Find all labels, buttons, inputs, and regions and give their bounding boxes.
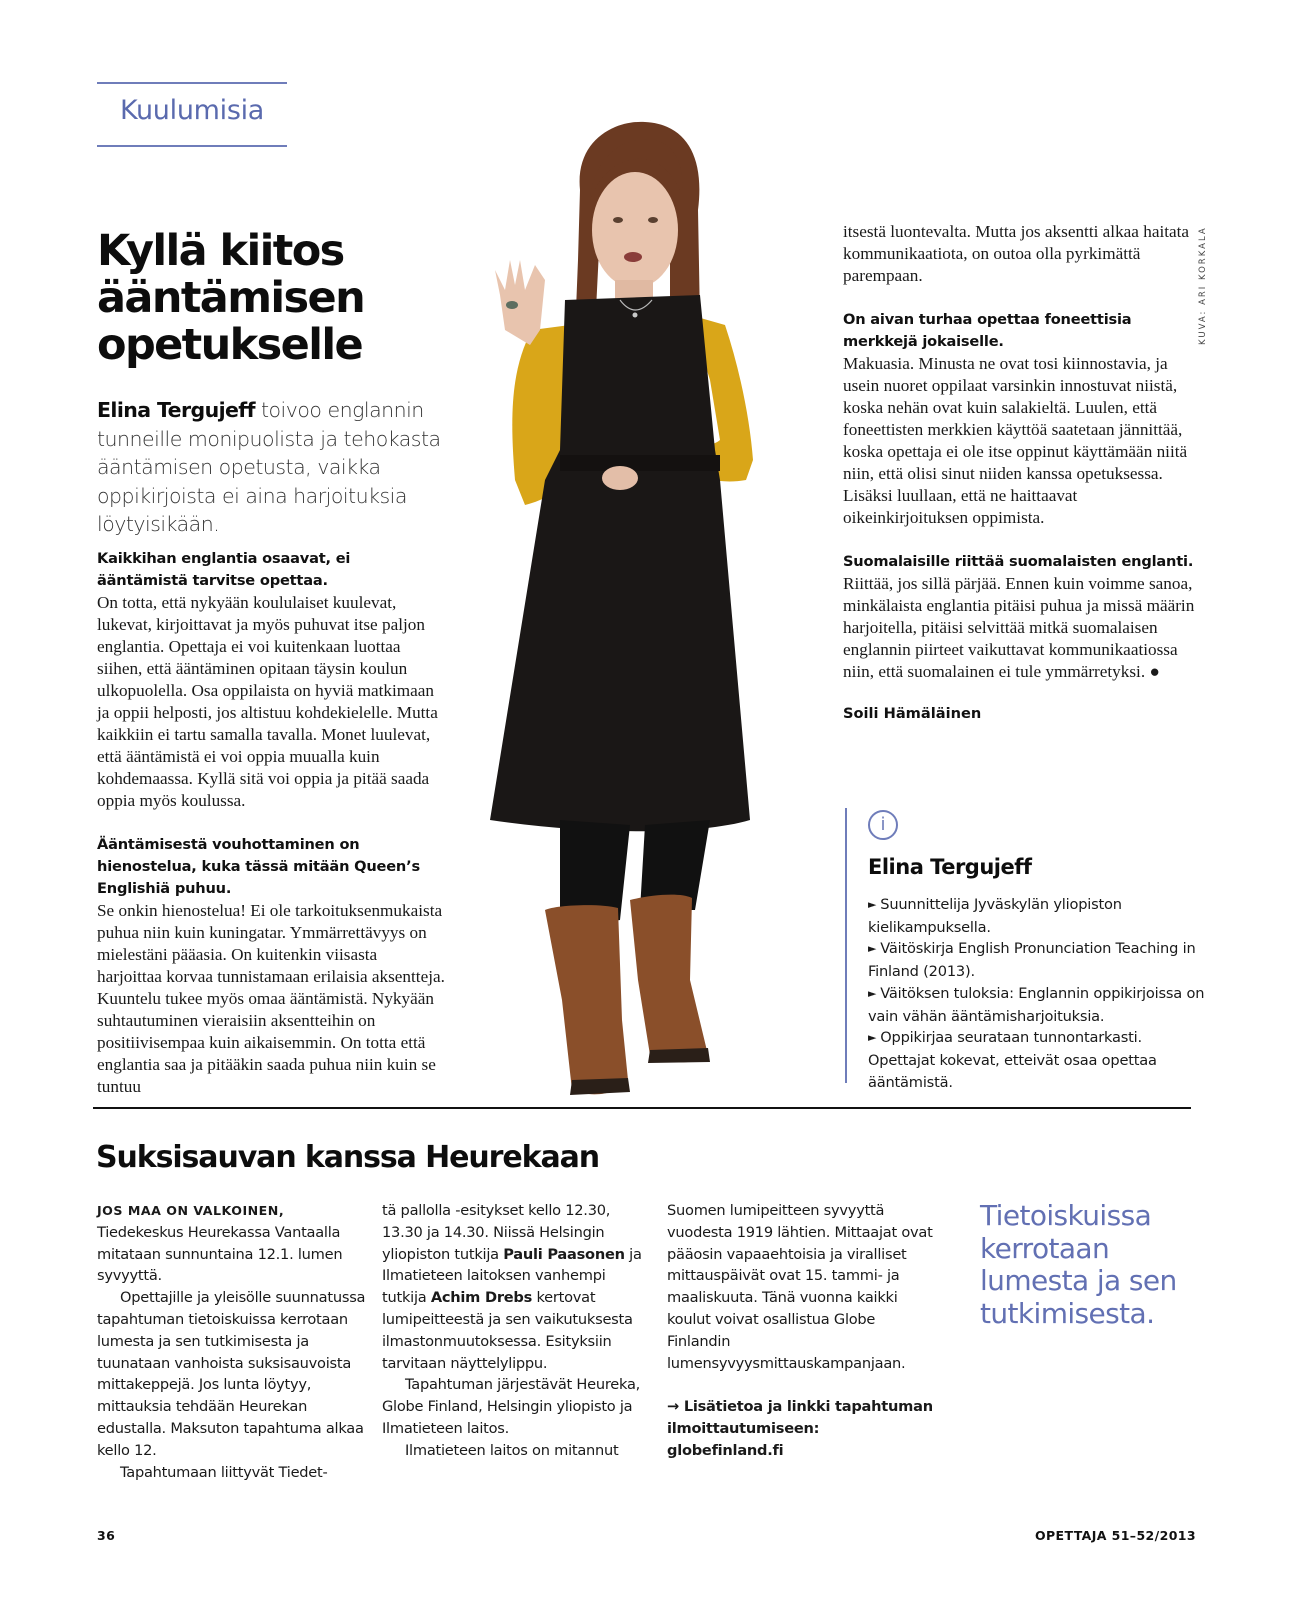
bullet-triangle-icon: ► xyxy=(868,942,877,956)
news-paragraph: Suomen lumipeitteen syvyyttä vuodesta 1919 lähtien. Mittaajat ovat pääosin vapaaehtoisia ja viralliset mittauspäivät ovat 15. tammi- ja maaliskuuta. Tänä vuonna kaikki koulut voivat osallistua Globe Finlandin lumensyvyysmittauskampanjaan. xyxy=(667,1202,933,1372)
section-label: Kuulumisia xyxy=(119,95,265,126)
interview-question: Ääntämisestä vouhottaminen on hienostelua, kuka tässä mitään Queen’s Englishiä puhuu. xyxy=(97,836,420,897)
news-paragraph: Tapahtuman järjestävät Heureka, Globe Finland, Helsingin yliopisto ja Ilmatieteen laitos. xyxy=(382,1376,641,1437)
section-rule-top xyxy=(97,82,287,84)
lead-text: toivoo englannin tunneille monipuolista ja tehokasta ääntämisen opetusta, vaikka oppikirjoista ei aina harjoituksia löytyisikään. xyxy=(97,398,441,536)
article-column-right xyxy=(843,221,1198,722)
interview-answer-continuation: itsestä luontevalta. Mutta jos aksentti alkaa haitata kommunikaatiota, on outoa olla pyrkimättä parempaan. xyxy=(843,222,1190,285)
bullet-triangle-icon: ► xyxy=(868,1031,877,1045)
article-author: Soili Hämäläinen xyxy=(843,705,982,722)
bullet-triangle-icon: ► xyxy=(868,898,877,911)
article-column-left xyxy=(97,548,445,1098)
infobox-item: ► Väitöskirja English Pronunciation Teaching in Finland (2013). xyxy=(868,940,1196,981)
page-number: 36 xyxy=(97,1528,116,1543)
infobox-item: ► Suunnittelija Jyväskylän yliopiston kielikampuksella. xyxy=(868,896,1122,936)
photo-credit xyxy=(1198,225,1212,345)
arrow-right-icon: → xyxy=(667,1398,679,1416)
news-paragraph: tä pallolla -esitykset kello 12.30, 13.30 ja 14.30. Niissä Helsingin yliopiston tutkija Pauli Paasonen ja Ilmatieteen laitoksen vanhempi tutkija Achim Drebs kertovat lumipeitteestä ja sen vaikutuksesta ilmastonmuutoksessa. Esityksiin tarvitaan näyttelylippu. xyxy=(382,1202,642,1372)
face xyxy=(592,172,678,288)
headline-line: ääntämisen xyxy=(97,273,365,323)
infobox-list xyxy=(868,894,1208,1093)
left-boot xyxy=(545,905,628,1094)
more-info: → Lisätietoa ja linkki tapahtuman ilmoittautumiseen: globefinland.fi xyxy=(667,1398,933,1459)
news-kicker: JOS MAA ON VALKOINEN, xyxy=(97,1203,285,1218)
lead-name: Elina Tergujeff xyxy=(97,398,255,422)
infobox-item: ► Oppikirjaa seurataan tunnontarkasti. Opettajat kokevat, etteivät osaa opettaa ääntämistä. xyxy=(868,1029,1157,1091)
answer-text: Riittää, jos sillä pärjää. Ennen kuin voimme sanoa, minkälaista englantia pitäisi puhua ja missä määrin harjoitella, pitäisi selvittää mitkä suomalaisen englannin piirteet vaikuttavat kommunikaatiossa niin, että suomalainen ei tule ymmärretyksi. xyxy=(843,574,1195,681)
mouth xyxy=(624,252,642,262)
interview-question: On aivan turhaa opettaa foneettisia merkkejä jokaiselle. xyxy=(843,311,1132,350)
interview-answer: Makuasia. Minusta ne ovat tosi kiinnostavia, ja usein nuoret oppilaat varsinkin innostuvat niistä, koska nehän ovat kuin salakieltä. Luulen, että foneettisten merkkien käyttöä saatetaan jännittää, koska opettaja ei ole itse oppinut käyttämään niitä niin, että olisi sinut niiden kanssa opetuksessa. Lisäksi luullaan, että ne haittaavat oikeinkirjoituksen oppimista. xyxy=(843,354,1188,527)
info-icon: i xyxy=(868,810,898,840)
infobox-accent-bar xyxy=(845,808,847,1083)
section-rule-bottom xyxy=(97,145,287,147)
interview-question: Suomalaisille riittää suomalaisten englanti. xyxy=(843,553,1194,570)
interview-question: Kaikkihan englantia osaavat, ei ääntämistä tarvitse opettaa. xyxy=(97,550,351,589)
pull-quote: Tietoiskuissa kerrotaan lumesta ja sen tutkimisesta. xyxy=(980,1199,1177,1330)
news-column-2 xyxy=(382,1200,652,1462)
article-headline xyxy=(97,228,477,369)
interview-answer: Se onkin hienostelua! Ei ole tarkoituksenmukaista puhua niin kuin kuningatar. Ymmärrettävyys on mielestäni pääasia. On kuitenkin viisasta harjoittaa korvaa tunnistamaan erilaisia aksentteja. Kuuntelu tukee myös omaa ääntämistä. Nykyään suhtautuminen vieraisiin aksentteihin on positiivisempaa kuin aikaisemmin. On totta että englantia saa ja pitääkin saada puhua niin kuin se tuntuu xyxy=(97,901,445,1096)
news-paragraph: Opettajille ja yleisölle suunnatussa tapahtuman tietoiskuissa kerrotaan lumesta ja sen tutkimisesta ja tuunataan vanhoista suksisauvoista mittakeppejä. Jos lunta löytyy, mittauksia tehdään Heurekan edustalla. Maksuton tapahtuma alkaa kello 12. xyxy=(97,1289,366,1459)
photo-credit-text: KUVA: ARI KORKALA xyxy=(1198,226,1208,345)
section-divider xyxy=(93,1107,1191,1109)
news-paragraph: JOS MAA ON VALKOINEN, Tiedekeskus Heurekassa Vantaalla mitataan sunnuntaina 12.1. lumen syvyyttä. xyxy=(97,1203,343,1285)
publication-issue: OPETTAJA 51–52/2013 xyxy=(1034,1528,1196,1543)
interview-answer xyxy=(843,573,1198,683)
news-column-1 xyxy=(97,1200,367,1483)
waist-hand xyxy=(602,466,638,490)
news-paragraph: Tapahtumaan liittyvät Tiedet- xyxy=(120,1463,328,1481)
news-column-3 xyxy=(667,1200,937,1462)
bullet-triangle-icon: ► xyxy=(868,986,877,1000)
raised-hand xyxy=(495,260,545,345)
interview-answer: On totta, että nykyään koululaiset kuulevat, lukevat, kirjoittavat ja myös puhuvat itse paljon englantia. Opettaja ei voi kuitenkaan luottaa siihen, että ääntäminen opitaan täysin koulun ulkopuolella. Osa oppilaista on hyviä matkimaan ja oppii helposti, jos altistuu kohdekielelle. Mutta kaikkiin ei tartu samalla tavalla. Monet luulevat, että ääntämistä ei voi oppia muualla kuin kohdemaassa. Kyllä sitä voi oppia ja pitää saada oppia myös koulussa. xyxy=(97,593,438,810)
globefinland-link[interactable]: globefinland.fi xyxy=(667,1441,784,1459)
news-paragraph: Ilmatieteen laitos on mitannut xyxy=(405,1441,619,1459)
news-headline: Suksisauvan kanssa Heurekaan xyxy=(96,1140,600,1175)
infobox-name: Elina Tergujeff xyxy=(868,855,1032,879)
end-mark-icon: ● xyxy=(1149,662,1160,681)
right-boot xyxy=(630,895,708,1063)
person-name: Pauli Paasonen xyxy=(503,1245,625,1263)
infobox-item: ► Väitöksen tuloksia: Englannin oppikirjoissa on vain vähän ääntämisharjoituksia. xyxy=(868,984,1205,1025)
article-lead xyxy=(97,396,467,539)
headline-line: Kyllä kiitos xyxy=(97,226,344,276)
person-name: Achim Drebs xyxy=(430,1289,533,1307)
headline-line: opetukselle xyxy=(97,320,363,370)
portrait-photo xyxy=(470,120,830,1110)
